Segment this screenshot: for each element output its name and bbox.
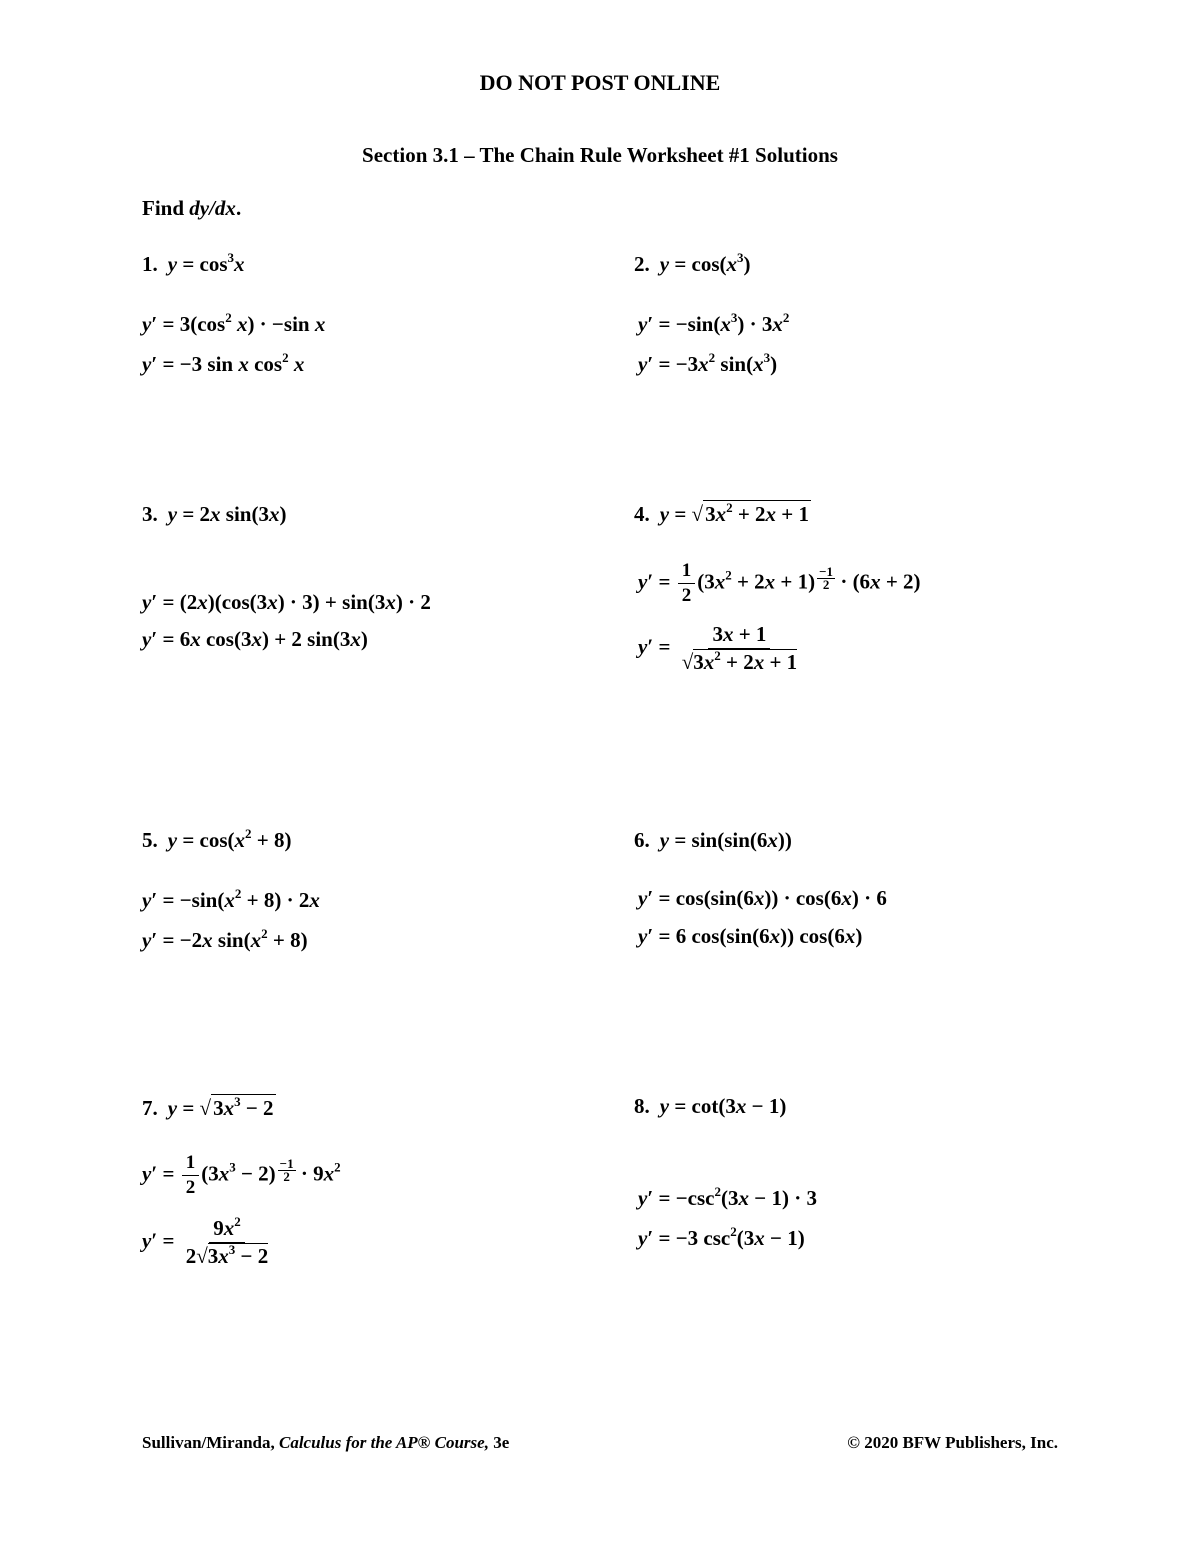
problem-3-step-1: y′ = (2x)(cos(3x) · 3) + sin(3x) · 2: [142, 590, 431, 614]
problem-6-step-1: y′ = cos(sin(6x)) · cos(6x) · 6: [638, 886, 887, 910]
problem-5-step-2: y′ = −2x $\sin(x^2 + 8)$: [142, 926, 308, 952]
problem-4-step-1: y′ = $\frac{1}{2}$ $(3x^2 + 2x + 1)$ $\frac{-1}{2}$ · (6x + 2): [638, 560, 921, 606]
problem-8-step-2: y′ = −3 $\csc^2(3x - 1)$: [638, 1224, 805, 1250]
problem-4: 4. $y = √3x^2 + 2x + 1$: [634, 500, 810, 526]
problem-3-step-2: y′ = 6x cos(3x) + 2 sin(3x): [142, 627, 368, 651]
problem-6: 6. y = sin(sin(6x)): [634, 828, 792, 852]
problem-1-step-2: y′ = −3 sin x $\cos^2 x$: [142, 350, 305, 376]
instruction: Find dy/dx.: [142, 196, 242, 220]
square-root: $√3x^2 + 2x + 1$: [691, 500, 810, 526]
problem-2-step-2: $y' = -3x^2$ $\sin(x^3)$: [638, 350, 778, 376]
problem-4-step-2: y′ = $\frac{3x + 1}{√3x^2 + 2x + 1}$: [638, 622, 798, 674]
footer-citation: Sullivan/Miranda, Calculus for the AP® Course, 3e: [142, 1433, 510, 1452]
instruction-expression: dy/dx: [189, 196, 236, 220]
footer-copyright: © 2020 BFW Publishers, Inc.: [847, 1433, 1058, 1452]
problem-5: 5. $y = \cos(x^2 + 8)$: [142, 826, 292, 852]
page-title: Section 3.1 – The Chain Rule Worksheet #1 Solutions: [362, 143, 838, 167]
problem-5-step-1: $y' = -\sin(x^2 + 8) \cdot 2x$: [142, 886, 320, 912]
problem-2-step-1: $y' = -\sin(x^3) \cdot 3x^2$: [638, 310, 790, 336]
do-not-post-notice: DO NOT POST ONLINE: [479, 70, 721, 95]
problem-7-step-2: y′ = $\frac{9x^2}{2√3x^3 - 2}$: [142, 1214, 269, 1268]
problem-3: 3. y = 2x sin(3x): [142, 502, 287, 526]
problem-8: 8. y = cot(3x − 1): [634, 1094, 787, 1118]
book-title: Calculus for the AP® Course,: [278, 1433, 489, 1452]
problem-1: 1. $y = \cos^3x$: [142, 250, 245, 276]
problem-7-step-1: y′ = $\frac{1}{2}$ $(3x^3 - 2)$ $\frac{-1}{2}$ · $9x^2$: [142, 1152, 341, 1198]
problem-2: 2. $y = \cos(x^3)$: [634, 250, 751, 276]
square-root: $√3x^3 - 2$: [199, 1094, 274, 1120]
problem-8-step-1: $y' = -\csc^2(3x - 1) \cdot 3$: [638, 1184, 817, 1210]
problem-6-step-2: y′ = 6 cos(sin(6x)) cos(6x): [638, 924, 863, 948]
problem-1-step-1: $y' = 3(\cos^2$ x) · −sin x: [142, 310, 326, 336]
problem-7: 7. $y = √3x^3 - 2$: [142, 1094, 274, 1120]
